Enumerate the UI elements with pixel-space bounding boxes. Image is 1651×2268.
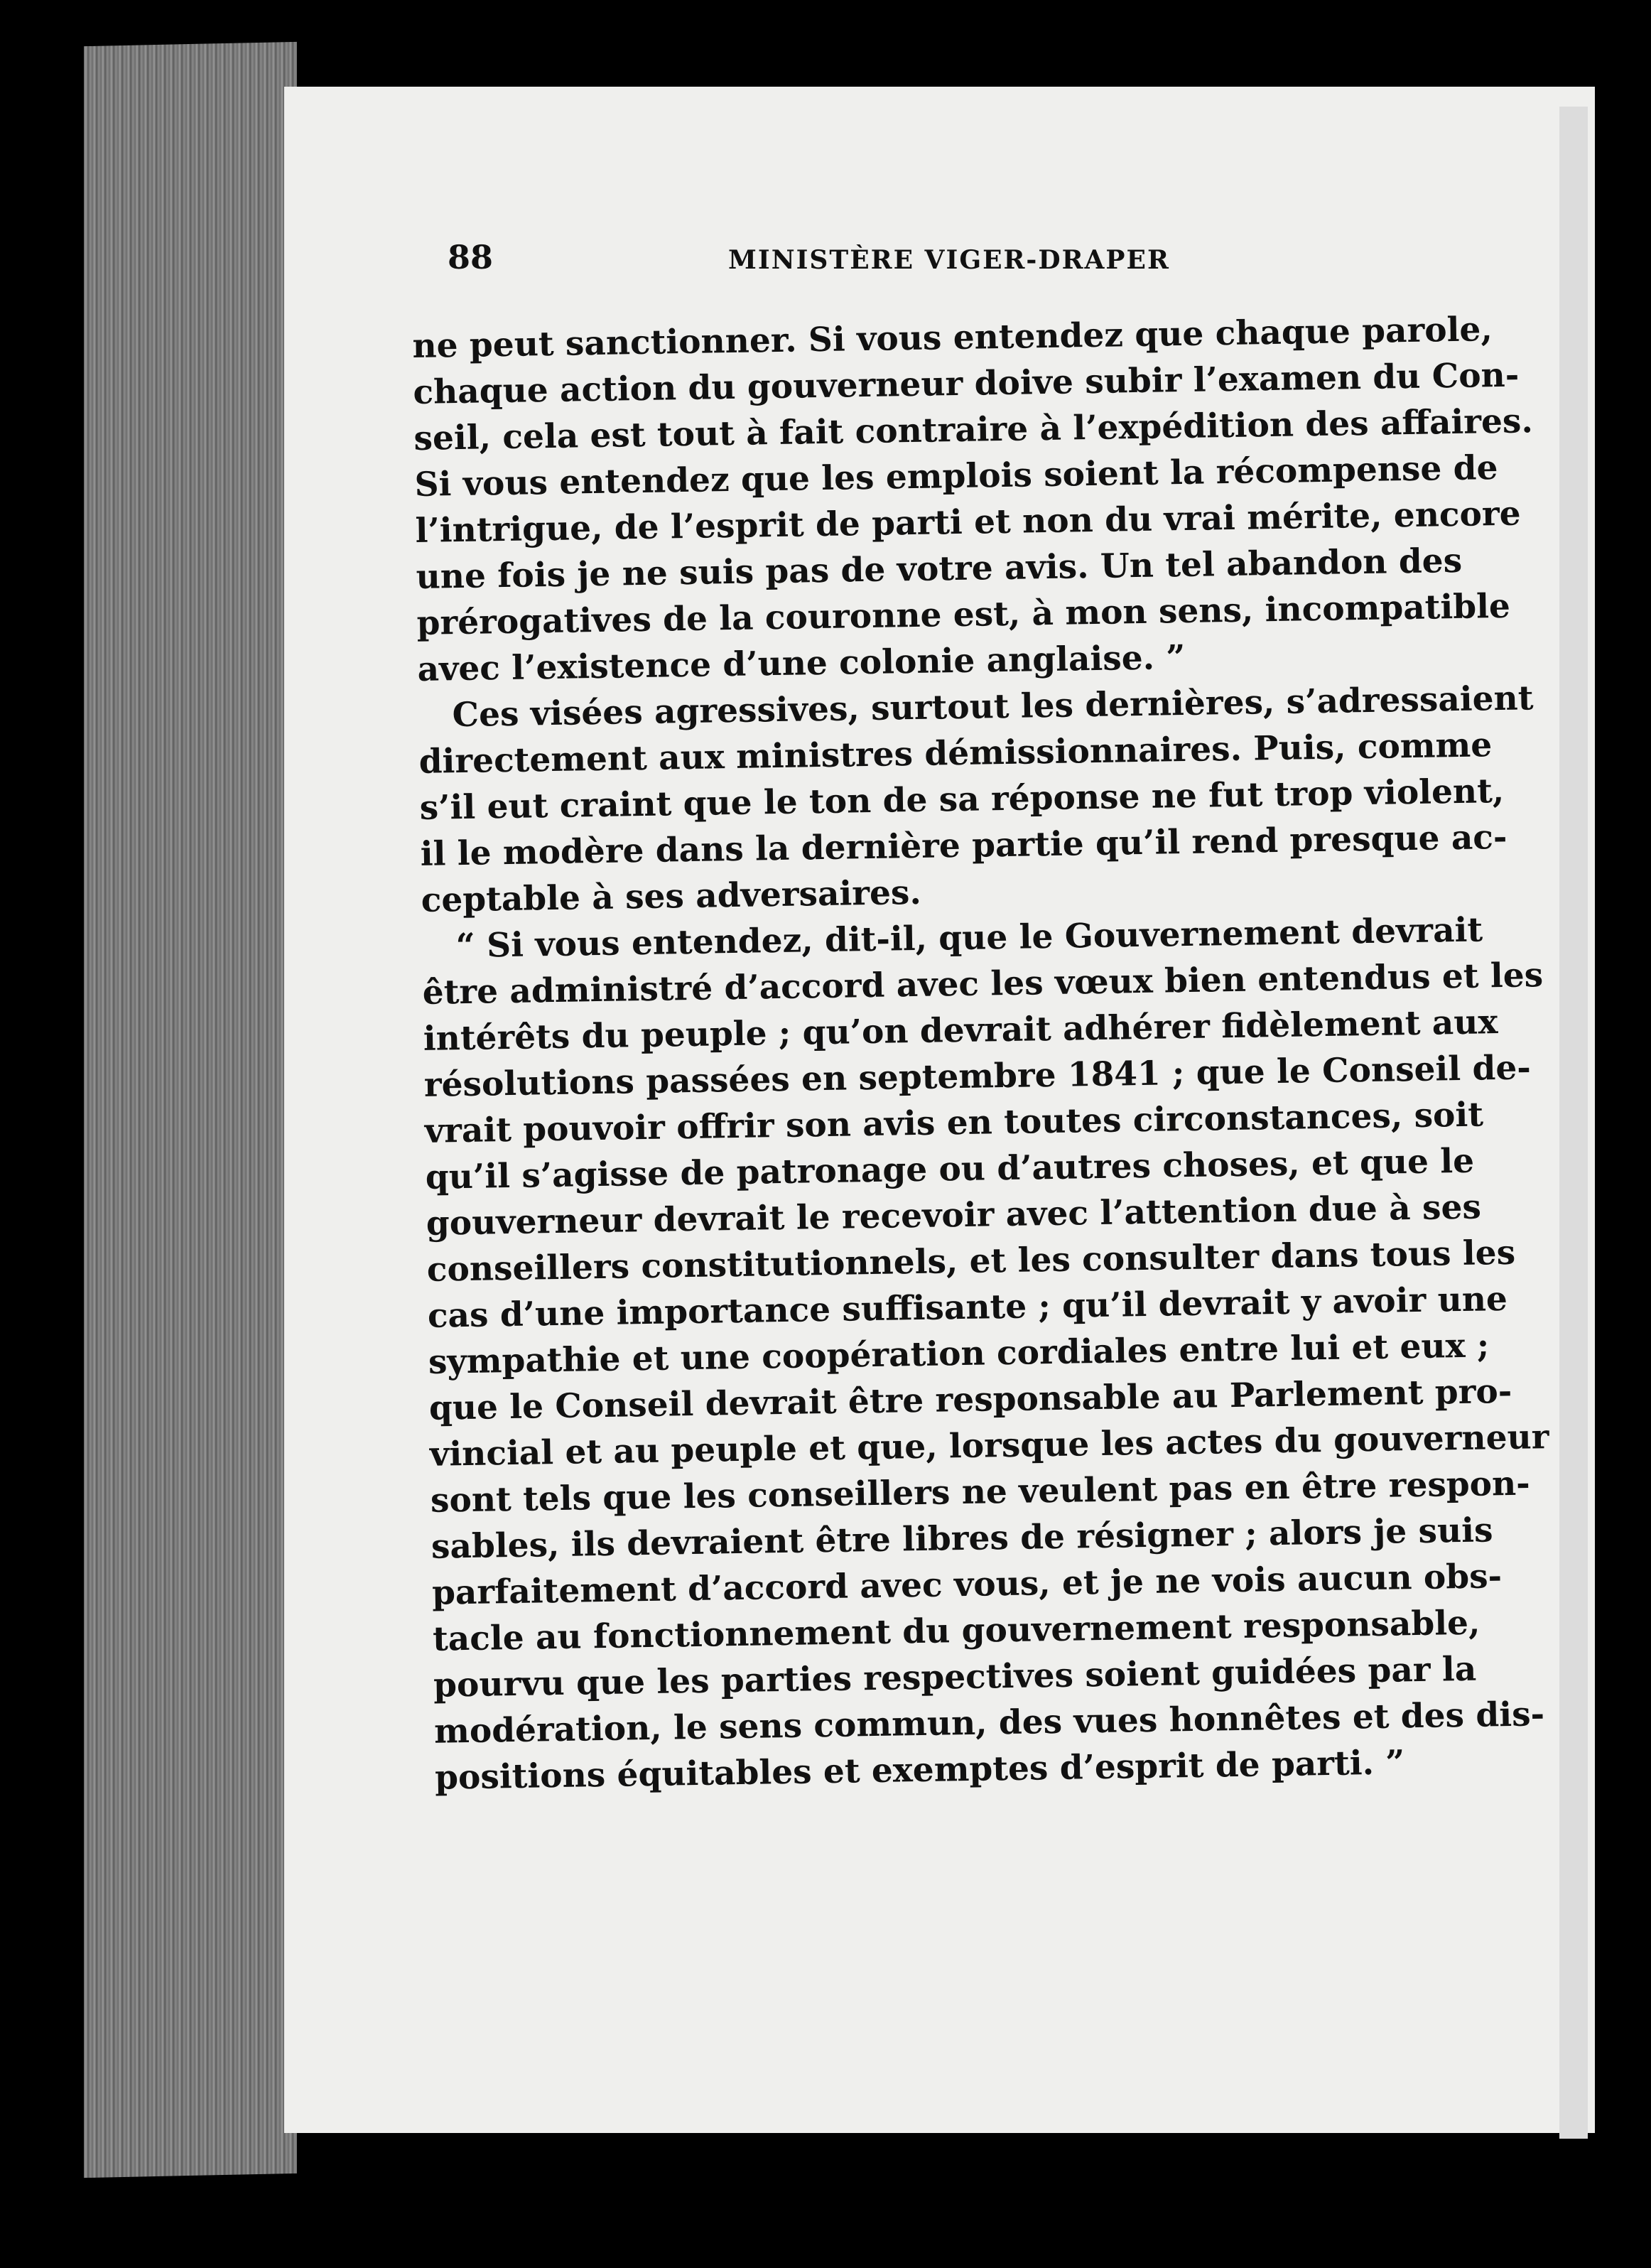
text-line: il le modère dans la dernière partie qu’il rend presque ac- (420, 817, 1507, 874)
text-line: seil, cela est tout à fait contraire à l’expédition des affaires. (413, 401, 1534, 458)
text-line: s’il eut craint que le ton de sa réponse ne fut trop violent, (419, 771, 1505, 828)
text-line: une fois je ne suis pas de votre avis. Un tel abandon des (416, 541, 1463, 597)
text-line: l’intrigue, de l’esprit de parti et non du vrai mérite, encore (415, 494, 1521, 551)
text-line: gouverneur devrait le recevoir avec l’attention due à ses (426, 1187, 1482, 1243)
text-line: ne peut sanctionner. Si vous entendez que chaque parole, (412, 310, 1493, 366)
text-line: être administré d’accord avec les vœux bien entendus et les (422, 956, 1544, 1012)
page-header (448, 238, 1446, 288)
text-line: sont tels que les conseillers ne veulent pas en être respon- (430, 1464, 1531, 1521)
text-line: “ Si vous entendez, dit-il, que le Gouvernement devrait (455, 910, 1483, 966)
text-line: cas d’une importance suffisante ; qu’il devrait y avoir une (427, 1279, 1508, 1336)
body-text (412, 307, 1549, 1801)
text-line: Si vous entendez que les emplois soient la récompense de (414, 448, 1498, 504)
text-line: chaque action du gouverneur doive subir l’examen du Con- (413, 355, 1520, 412)
text-line: parfaitement d’accord avec vous, et je ne vois aucun obs- (431, 1557, 1503, 1613)
text-line: ceptable à ses adversaires. (421, 873, 922, 920)
text-line: pourvu que les parties respectives soient guidées par la (433, 1649, 1477, 1705)
running-head: MINISTÈRE VIGER-DRAPER (728, 245, 1170, 275)
book-page-edges (84, 42, 297, 2178)
text-line: Ces visées agressives, surtout les dernières, s’adressaient (452, 679, 1534, 735)
text-line: tacle au fonctionnement du gouvernement responsable, (432, 1603, 1481, 1659)
text-line: vincial et au peuple et que, lorsque les actes du gouverneur (429, 1418, 1549, 1474)
text-line: qu’il s’agisse de patronage ou d’autres choses, et que le (425, 1141, 1475, 1197)
text-line: que le Conseil devrait être responsable au Parlement pro- (428, 1371, 1512, 1428)
page-number: 88 (448, 238, 494, 276)
text-line: modération, le sens commun, des vues honnêtes et des dis- (433, 1695, 1545, 1751)
text-line: directement aux ministres démissionnaires. Puis, comme (418, 725, 1493, 782)
text-line: conseillers constitutionnels, et les consulter dans tous les (426, 1233, 1516, 1290)
text-line: résolutions passées en septembre 1841 ; que le Conseil de- (423, 1048, 1532, 1105)
text-line: positions équitables et exemptes d’esprit de parti. ” (434, 1743, 1405, 1798)
text-line: vrait pouvoir offrir son avis en toutes circonstances, soit (424, 1095, 1484, 1151)
text-line: intérêts du peuple ; qu’on devrait adhérer fidèlement aux (423, 1003, 1498, 1059)
text-line: prérogatives de la couronne est, à mon sens, incompatible (416, 586, 1511, 643)
text-line: avec l’existence d’une colonie anglaise. ” (417, 637, 1186, 689)
text-line: sympathie et une coopération cordiales entre lui et eux ; (428, 1326, 1490, 1382)
facing-page-edge (1559, 107, 1588, 2139)
text-line: sables, ils devraient être libres de résigner ; alors je suis (431, 1511, 1493, 1567)
